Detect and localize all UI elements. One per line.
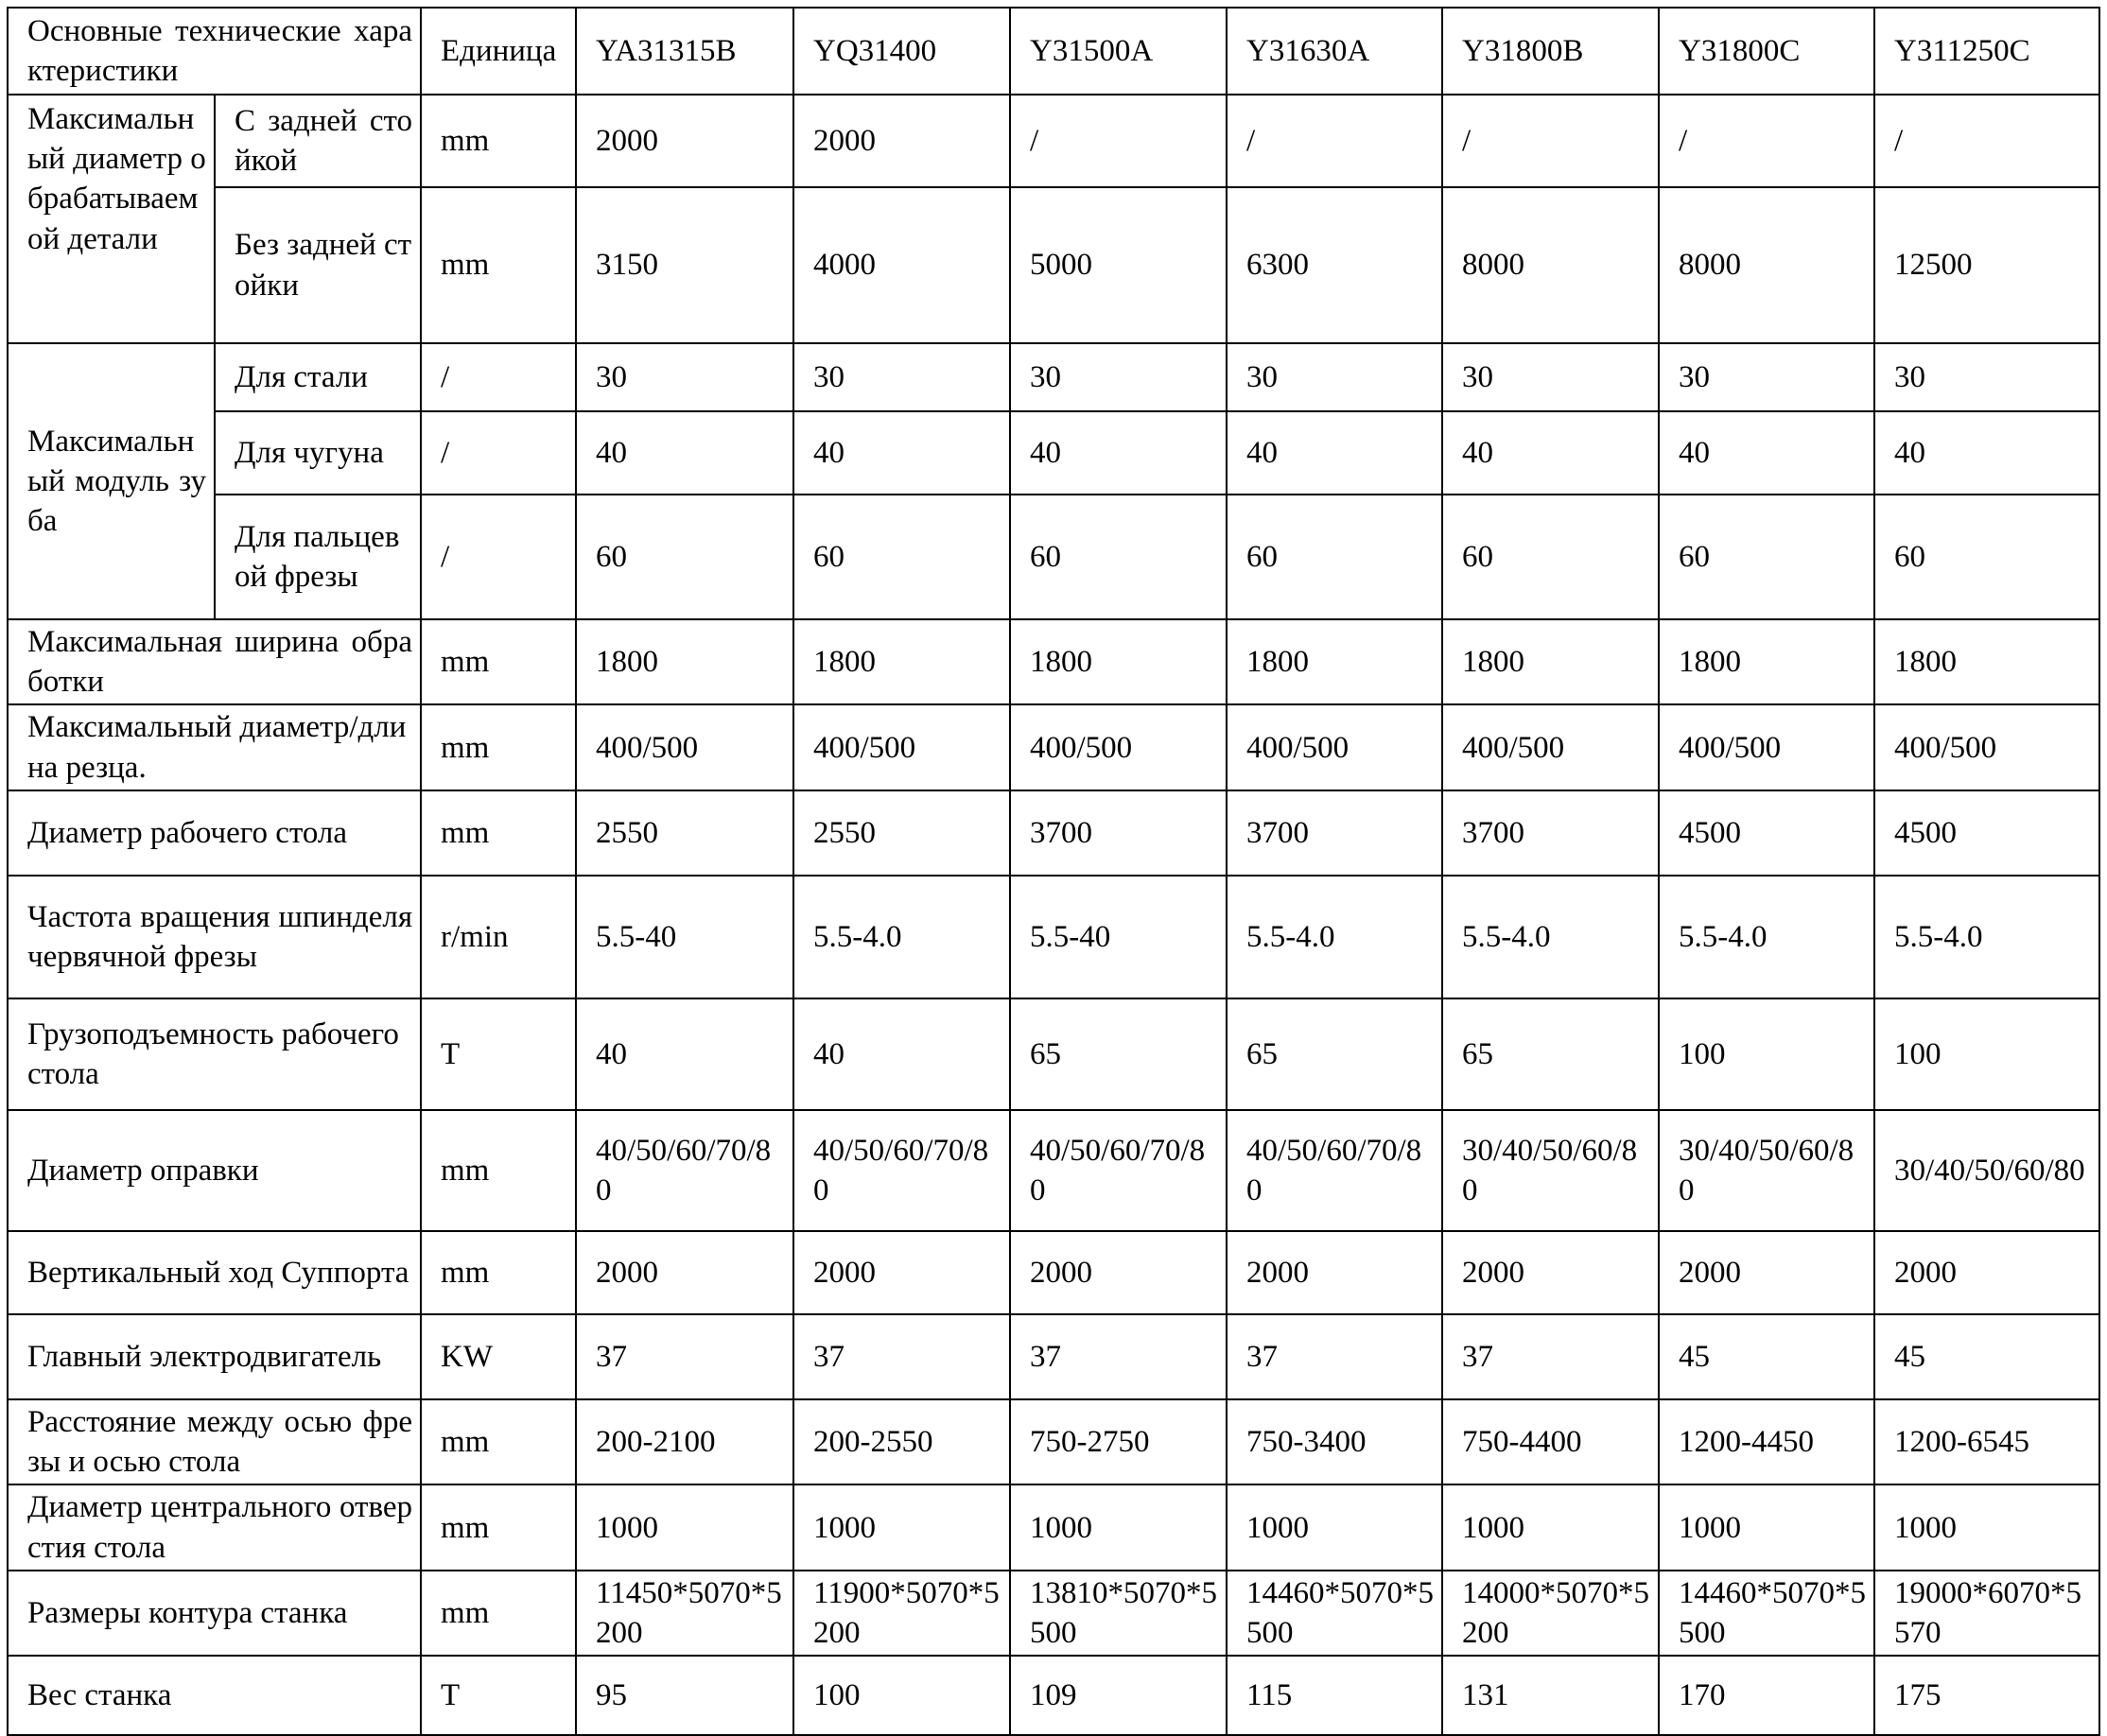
row-value: 1000 [576, 1484, 793, 1570]
row-unit: mm [421, 790, 576, 876]
table-row [8, 1484, 2099, 1570]
row-label: Диаметр оправки [8, 1110, 421, 1231]
row-value: 200-2100 [576, 1399, 793, 1484]
table-row [8, 1399, 2099, 1484]
header-model: Y31800B [1442, 8, 1659, 95]
header-characteristics: Основные технические характеристики [8, 8, 421, 95]
row-value: 40/50/60/70/80 [576, 1110, 793, 1231]
row-value: 8000 [1659, 187, 1874, 343]
row-value: 200-2550 [793, 1399, 1010, 1484]
row-value: 400/500 [1227, 704, 1442, 790]
row-value: 5.5-4.0 [793, 876, 1010, 998]
row-value: 1800 [793, 619, 1010, 704]
row-unit: mm [421, 187, 576, 343]
row-value: 3150 [576, 187, 793, 343]
row-value: 40/50/60/70/80 [1227, 1110, 1442, 1231]
row-value: 1800 [1442, 619, 1659, 704]
row-value: 1000 [1442, 1484, 1659, 1570]
row-value: 400/500 [576, 704, 793, 790]
row-value: 19000*6070*5570 [1874, 1571, 2099, 1656]
row-value: 40 [1010, 411, 1227, 495]
header-model: Y31630A [1227, 8, 1442, 95]
row-sublabel: Без задней стойки [215, 187, 421, 343]
row-value: 65 [1010, 998, 1227, 1110]
table-row [8, 495, 2099, 619]
row-unit: mm [421, 619, 576, 704]
row-value: 115 [1227, 1656, 1442, 1735]
row-value: 2000 [1227, 1231, 1442, 1314]
row-value: 2550 [576, 790, 793, 876]
row-value: 3700 [1442, 790, 1659, 876]
table-row [8, 1571, 2099, 1656]
row-value: 8000 [1442, 187, 1659, 343]
row-value: 1200-6545 [1874, 1399, 2099, 1484]
row-value: 5.5-4.0 [1659, 876, 1874, 998]
header-unit: Единица [421, 8, 576, 95]
table-row [8, 790, 2099, 876]
row-value: 750-2750 [1010, 1399, 1227, 1484]
row-value: 14000*5070*5200 [1442, 1571, 1659, 1656]
row-value: 30/40/50/60/80 [1442, 1110, 1659, 1231]
row-value: 3700 [1010, 790, 1227, 876]
table-row [8, 95, 2099, 187]
row-value: 1000 [1659, 1484, 1874, 1570]
row-value: 2000 [793, 1231, 1010, 1314]
row-label: Главный электродвигатель [8, 1314, 421, 1399]
row-value: / [1442, 95, 1659, 187]
row-label: Максимальная ширина обработки [8, 619, 421, 704]
row-value: 131 [1442, 1656, 1659, 1735]
row-value: 60 [576, 495, 793, 619]
row-value: / [1659, 95, 1874, 187]
row-value: 170 [1659, 1656, 1874, 1735]
row-value: 3700 [1227, 790, 1442, 876]
row-value: 13810*5070*5500 [1010, 1571, 1227, 1656]
row-sublabel: Для пальцевой фрезы [215, 495, 421, 619]
row-unit: KW [421, 1314, 576, 1399]
row-value: 2000 [1659, 1231, 1874, 1314]
table-row [8, 343, 2099, 411]
row-unit: / [421, 343, 576, 411]
row-value: 30 [1442, 343, 1659, 411]
row-value: 30/40/50/60/80 [1874, 1110, 2099, 1231]
spec-table [7, 7, 2100, 1736]
row-value: 30 [576, 343, 793, 411]
row-value: 40 [1659, 411, 1874, 495]
row-value: 2000 [793, 95, 1010, 187]
row-label: Диаметр центрального отверстия стола [8, 1484, 421, 1570]
row-value: 6300 [1227, 187, 1442, 343]
row-value: 1000 [1010, 1484, 1227, 1570]
header-row [8, 8, 2099, 95]
row-value: 1800 [1227, 619, 1442, 704]
row-value: 37 [1442, 1314, 1659, 1399]
row-value: 400/500 [793, 704, 1010, 790]
row-value: 2000 [1874, 1231, 2099, 1314]
row-value: 750-3400 [1227, 1399, 1442, 1484]
row-value: 400/500 [1659, 704, 1874, 790]
row-value: 60 [1010, 495, 1227, 619]
row-unit: mm [421, 95, 576, 187]
row-label: Грузоподъемность рабочего стола [8, 998, 421, 1110]
row-value: 109 [1010, 1656, 1227, 1735]
row-sublabel: С задней стойкой [215, 95, 421, 187]
row-group-label: Максимальный диаметр обрабатываемой детали [8, 95, 215, 343]
row-value: 30 [793, 343, 1010, 411]
row-unit: mm [421, 704, 576, 790]
table-row [8, 1656, 2099, 1735]
row-label: Диаметр рабочего стола [8, 790, 421, 876]
row-value: 2000 [576, 1231, 793, 1314]
row-value: 60 [1442, 495, 1659, 619]
row-unit: mm [421, 1399, 576, 1484]
row-value: 1000 [793, 1484, 1010, 1570]
header-model: Y31800C [1659, 8, 1874, 95]
row-value: 1000 [1227, 1484, 1442, 1570]
row-value: 1800 [1659, 619, 1874, 704]
row-value: 40 [1442, 411, 1659, 495]
row-unit: mm [421, 1231, 576, 1314]
table-row [8, 1314, 2099, 1399]
row-value: 37 [576, 1314, 793, 1399]
row-value: 2550 [793, 790, 1010, 876]
row-sublabel: Для чугуна [215, 411, 421, 495]
row-value: / [1010, 95, 1227, 187]
row-value: 40 [576, 998, 793, 1110]
row-unit: mm [421, 1110, 576, 1231]
row-value: 100 [793, 1656, 1010, 1735]
row-value: 2000 [576, 95, 793, 187]
row-value: 37 [1227, 1314, 1442, 1399]
row-value: 750-4400 [1442, 1399, 1659, 1484]
table-row [8, 876, 2099, 998]
row-sublabel: Для стали [215, 343, 421, 411]
header-model: Y31500A [1010, 8, 1227, 95]
row-value: 5000 [1010, 187, 1227, 343]
row-value: 400/500 [1442, 704, 1659, 790]
row-value: 40 [1227, 411, 1442, 495]
row-value: 1800 [576, 619, 793, 704]
row-value: 400/500 [1874, 704, 2099, 790]
row-value: 11900*5070*5200 [793, 1571, 1010, 1656]
row-unit: mm [421, 1484, 576, 1570]
row-value: 2000 [1010, 1231, 1227, 1314]
row-value: 45 [1659, 1314, 1874, 1399]
row-group-label: Максимальный модуль зуба [8, 343, 215, 619]
row-value: 100 [1874, 998, 2099, 1110]
header-model: YQ31400 [793, 8, 1010, 95]
row-value: 37 [793, 1314, 1010, 1399]
row-value: 175 [1874, 1656, 2099, 1735]
table-row [8, 187, 2099, 343]
row-value: 5.5-4.0 [1227, 876, 1442, 998]
row-value: 30 [1010, 343, 1227, 411]
row-unit: T [421, 1656, 576, 1735]
row-value: 37 [1010, 1314, 1227, 1399]
table-row [8, 704, 2099, 790]
row-value: 1800 [1010, 619, 1227, 704]
row-unit: mm [421, 1571, 576, 1656]
row-value: 1200-4450 [1659, 1399, 1874, 1484]
row-value: / [1874, 95, 2099, 187]
row-value: 45 [1874, 1314, 2099, 1399]
row-value: 14460*5070*5500 [1227, 1571, 1442, 1656]
row-value: 30 [1874, 343, 2099, 411]
row-unit: / [421, 495, 576, 619]
table-row [8, 411, 2099, 495]
row-value: 40 [1874, 411, 2099, 495]
row-value: 12500 [1874, 187, 2099, 343]
row-label: Вертикальный ход Суппорта [8, 1231, 421, 1314]
row-value: 95 [576, 1656, 793, 1735]
row-value: 40/50/60/70/80 [1010, 1110, 1227, 1231]
row-value: 2000 [1442, 1231, 1659, 1314]
row-value: 65 [1442, 998, 1659, 1110]
row-value: 5.5-40 [1010, 876, 1227, 998]
row-value: 60 [1874, 495, 2099, 619]
row-value: 400/500 [1010, 704, 1227, 790]
row-value: 40 [576, 411, 793, 495]
row-label: Максимальный диаметр/длина резца. [8, 704, 421, 790]
row-value: 11450*5070*5200 [576, 1571, 793, 1656]
table-row [8, 619, 2099, 704]
row-unit: / [421, 411, 576, 495]
row-unit: r/min [421, 876, 576, 998]
table-row [8, 1110, 2099, 1231]
row-value: 5.5-4.0 [1442, 876, 1659, 998]
row-value: 5.5-40 [576, 876, 793, 998]
row-value: 1000 [1874, 1484, 2099, 1570]
header-model: YA31315B [576, 8, 793, 95]
row-value: 30/40/50/60/80 [1659, 1110, 1874, 1231]
header-model: Y311250C [1874, 8, 2099, 95]
row-value: 1800 [1874, 619, 2099, 704]
row-unit: T [421, 998, 576, 1110]
row-value: 40/50/60/70/80 [793, 1110, 1010, 1231]
row-label: Частота вращения шпинделя червячной фрезы [8, 876, 421, 998]
row-value: 60 [1227, 495, 1442, 619]
table-row [8, 998, 2099, 1110]
row-value: 65 [1227, 998, 1442, 1110]
row-value: 40 [793, 998, 1010, 1110]
row-value: 14460*5070*5500 [1659, 1571, 1874, 1656]
row-value: 40 [793, 411, 1010, 495]
row-label: Вес станка [8, 1656, 421, 1735]
table-row [8, 1231, 2099, 1314]
row-value: 30 [1659, 343, 1874, 411]
row-value: 30 [1227, 343, 1442, 411]
row-value: 4500 [1874, 790, 2099, 876]
row-value: 4000 [793, 187, 1010, 343]
row-value: 60 [793, 495, 1010, 619]
row-value: 60 [1659, 495, 1874, 619]
row-label: Размеры контура станка [8, 1571, 421, 1656]
row-label: Расстояние между осью фрезы и осью стола [8, 1399, 421, 1484]
row-value: / [1227, 95, 1442, 187]
row-value: 4500 [1659, 790, 1874, 876]
row-value: 5.5-4.0 [1874, 876, 2099, 998]
row-value: 100 [1659, 998, 1874, 1110]
